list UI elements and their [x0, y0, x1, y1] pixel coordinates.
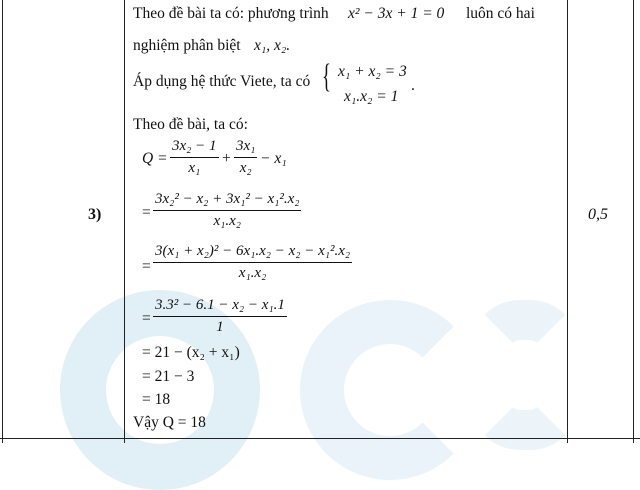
system-eq-2: x₁.x₂ = 1 [344, 88, 399, 105]
fraction-1-denominator: x₁ [188, 160, 201, 176]
table-border-right [633, 0, 634, 443]
step-line-c: = 18 [142, 391, 171, 408]
plus-sign: + [222, 150, 231, 167]
fraction-4 [153, 244, 352, 281]
equals-sign-1: = [142, 204, 151, 221]
fraction-2 [234, 139, 257, 176]
step-line-a: = 21 − (x₂ + x₁) [142, 344, 240, 361]
step-line-b: = 21 − 3 [142, 368, 195, 385]
text-line-2a: nghiệm phân biệt [133, 37, 241, 54]
equals-sign-2: = [142, 258, 151, 275]
roots-inline: x₁, x₂. [254, 37, 291, 54]
equals-sign-3: = [142, 310, 151, 327]
fraction-2-denominator: x₂ [239, 160, 252, 176]
table-divider-score [567, 0, 568, 443]
fraction-5 [153, 298, 287, 335]
fraction-4-denominator: x₁.x₂ [238, 265, 267, 281]
text-line-3a: Áp dụng hệ thức Viete, ta có [133, 73, 311, 90]
fraction-2-numerator: 3x₁ [234, 139, 257, 158]
table-divider-label [124, 0, 125, 443]
system-end: . [411, 77, 415, 94]
conclusion: Vậy Q = 18 [133, 414, 206, 431]
fraction-3-numerator: 3x₂² − x₂ + 3x₁² − x₁².x₂ [153, 192, 301, 211]
score-value: 0,5 [588, 206, 608, 223]
minus-x1: − x₁ [260, 150, 287, 167]
table-border-left [2, 0, 3, 443]
text-line-1c: luôn có hai [466, 5, 535, 22]
fraction-4-numerator: 3(x₁ + x₂)² − 6x₁.x₂ − x₂ − x₁².x₂ [153, 244, 352, 263]
fraction-3 [153, 192, 301, 229]
equation-inline: x² − 3x + 1 = 0 [348, 5, 445, 22]
q-lhs: Q = [142, 150, 168, 167]
text-line-1a: Theo đề bài ta có: phương trình [133, 5, 329, 22]
fraction-1 [170, 139, 219, 176]
question-number: 3) [88, 206, 102, 223]
fraction-5-numerator: 3.3² − 6.1 − x₂ − x₁.1 [153, 298, 287, 317]
fraction-1-numerator: 3x₂ − 1 [170, 139, 219, 158]
fraction-5-denominator: 1 [216, 319, 224, 335]
text-line-4: Theo đề bài, ta có: [133, 116, 248, 133]
table-row-bottom [0, 438, 640, 439]
fraction-3-denominator: x₁.x₂ [213, 213, 241, 229]
system-brace: { [322, 58, 331, 95]
system-eq-1: x₁ + x₂ = 3 [338, 63, 407, 80]
